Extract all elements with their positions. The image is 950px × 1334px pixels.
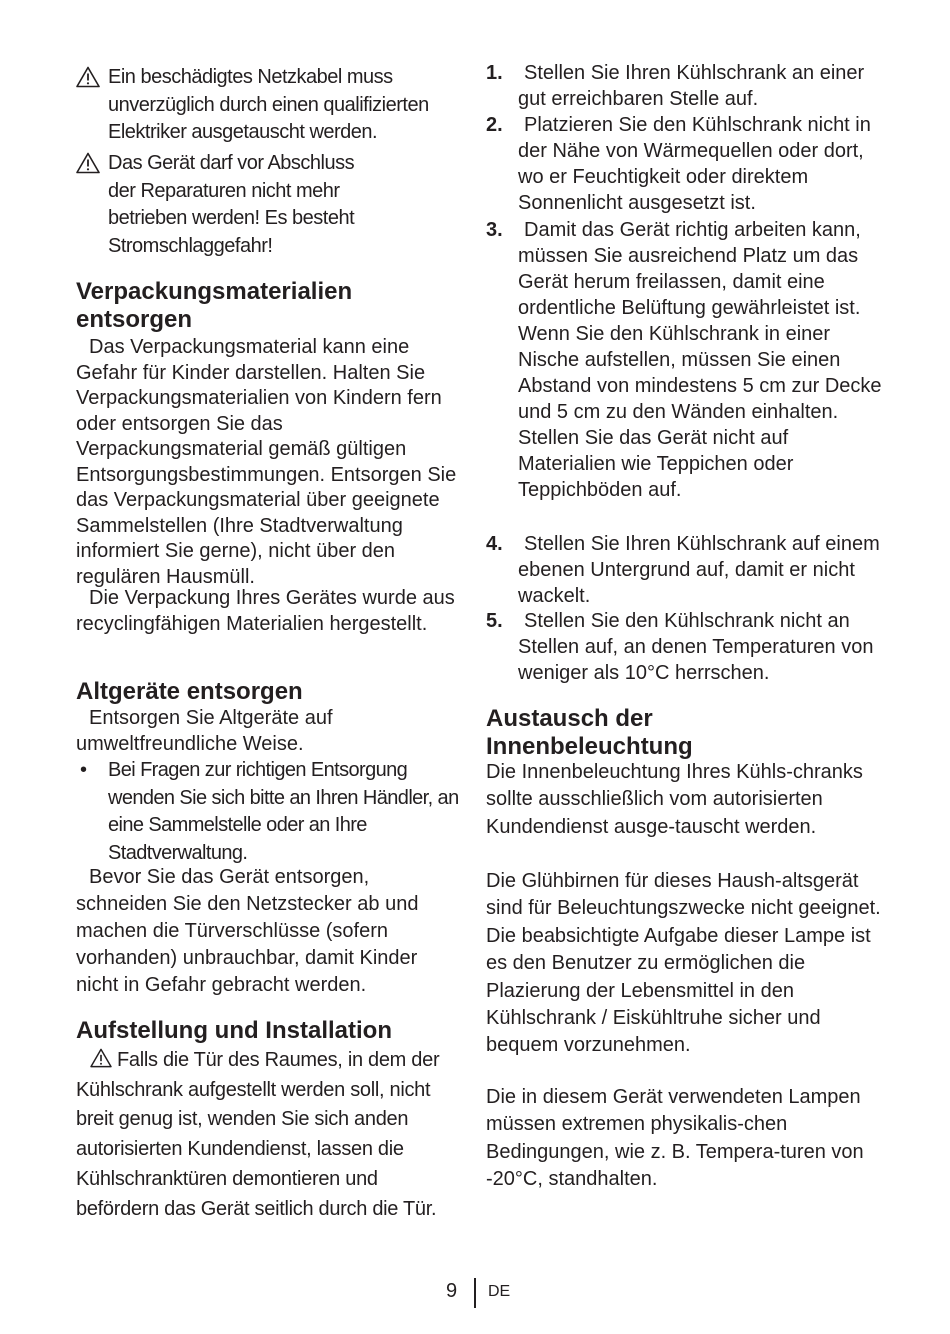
list-item <box>486 531 886 609</box>
disposal-text: Bevor Sie das Gerät entsorgen, schneiden Sie den Netzstecker ab und machen die Türverschlüsse (sofern vorhanden) unbrauchbar, damit Kinder nicht in Gefahr gebracht werden. <box>76 866 419 996</box>
section-heading-packaging: Verpackungsmaterialien entsorgen <box>76 278 353 333</box>
old-devices-disposal-paragraph <box>76 864 460 999</box>
warning-triangle-icon <box>89 1048 113 1068</box>
section-heading-lighting: Austausch der Innenbeleuchtung <box>486 705 693 760</box>
step-number: 2. <box>486 114 503 136</box>
step-text-content: Stellen Sie Ihren Kühlschrank an einer gut erreichbaren Stelle auf. <box>518 62 865 110</box>
step-text-content: Stellen Sie den Kühlschrank nicht an Stellen auf, an denen Temperaturen von weniger als 10°C herrschen. <box>518 610 874 684</box>
list-item <box>486 60 886 112</box>
warning-triangle-icon <box>76 66 100 88</box>
step-text <box>518 608 886 686</box>
step-number: 3. <box>486 219 503 241</box>
installation-text: Falls die Tür des Raumes, in dem der Kühlschrank aufgestellt werden soll, nicht breit genug ist, wenden Sie sich anden autorisierten Kundendienst, lassen die Kühlschranktüren demontieren und befördern das Gerät seitlich durch die Tür. <box>76 1049 440 1220</box>
installation-paragraph <box>76 1046 460 1224</box>
packaging-recycling-paragraph <box>76 586 460 637</box>
step-text-content: Damit das Gerät richtig arbeiten kann, müssen Sie ausreichend Platz um das Gerät herum freilassen, damit eine ordentliche Belüftung gewährleistet ist. Wenn Sie den Kühlschrank in einer Nische aufstellen, müssen Sie einen Abstand von mindestens 5 cm zur Decke und 5 cm zu den Wänden einhalten. Stellen Sie das Gerät nicht auf Materialien wie Teppichen oder Teppichböden auf. <box>518 219 882 501</box>
step-text-content: Platzieren Sie den Kühlschrank nicht in der Nähe von Wärmequellen oder dort, wo er Feuchtigkeit oder direktem Sonnenlicht ausgesetzt ist. <box>518 114 871 214</box>
warning-note <box>76 64 460 147</box>
language-code: DE <box>488 1283 511 1300</box>
step-text <box>518 112 886 216</box>
lighting-paragraph: Die in diesem Gerät verwendeten Lampen müssen extremen physikalis-chen Bedingungen, wie z. B. Tempera-turen von -20°C, standhalten. <box>486 1086 864 1191</box>
step-text <box>518 531 886 609</box>
bullet-text: Bei Fragen zur richtigen Entsorgung wenden Sie sich bitte an Ihren Händler, an eine Sammelstelle oder an Ihre Stadtverwaltung. <box>108 759 459 864</box>
list-item <box>486 608 886 686</box>
footer-divider <box>474 1278 476 1308</box>
step-text <box>518 60 886 112</box>
section-heading-installation: Aufstellung und Installation <box>76 1017 392 1044</box>
packaging-text: Das Verpackungsmaterial kann eine Gefahr für Kinder darstellen. Halten Sie Verpackungsmaterialien von Kindern fern oder entsorgen Sie das Verpackungsmaterial gemäß gültigen Entsorgungsbestimmungen. Entsorgen Sie das Verpackungsmaterial über geeignete Sammelstellen (Ihre Stadtverwaltung informiert Sie gerne), nicht über den regulären Hausmüll. <box>76 336 457 588</box>
packaging-paragraph <box>76 335 460 590</box>
section-heading-old-devices: Altgeräte entsorgen <box>76 678 303 705</box>
list-item <box>76 757 460 867</box>
step-text <box>518 217 886 503</box>
warning-triangle-icon <box>76 152 100 174</box>
lighting-paragraph: Die Innenbeleuchtung Ihres Kühls-chranks sollte ausschließlich vom autorisierten Kundendienst ausge-tauscht werden. <box>486 761 863 838</box>
step-number: 5. <box>486 610 503 632</box>
warning-text: Ein beschädigtes Netzkabel muss unverzüglich durch einen qualifizierten Elektriker ausgetauscht werden. <box>108 66 429 143</box>
step-text-content: Stellen Sie Ihren Kühlschrank auf einem ebenen Untergrund auf, damit er nicht wackelt. <box>518 533 880 607</box>
step-number: 1. <box>486 62 503 84</box>
warning-note <box>76 150 460 260</box>
recycling-text: Die Verpackung Ihres Gerätes wurde aus recyclingfähigen Materialien hergestellt. <box>76 587 455 635</box>
lighting-paragraph: Die Glühbirnen für dieses Haush-altsgerät sind für Beleuchtungszwecke nicht geeignet. Die beabsichtigte Aufgabe dieser Lampe ist es den Benutzer zu ermöglichen die Plazierung der Lebensmittel in den Kühlschrank / Eiskühltruhe sicher und bequem vorzunehmen. <box>486 870 881 1057</box>
old-devices-text: Entsorgen Sie Altgeräte auf umweltfreundliche Weise. <box>76 707 333 755</box>
list-item <box>486 217 886 503</box>
warning-text: Das Gerät darf vor Abschluss der Reparaturen nicht mehr betrieben werden! Es besteht Stromschlaggefahr! <box>108 152 355 257</box>
page-number: 9 <box>446 1280 458 1302</box>
old-devices-paragraph <box>76 706 376 757</box>
list-item <box>486 112 886 216</box>
bullet-mark: • <box>80 759 87 781</box>
step-number: 4. <box>486 533 503 555</box>
